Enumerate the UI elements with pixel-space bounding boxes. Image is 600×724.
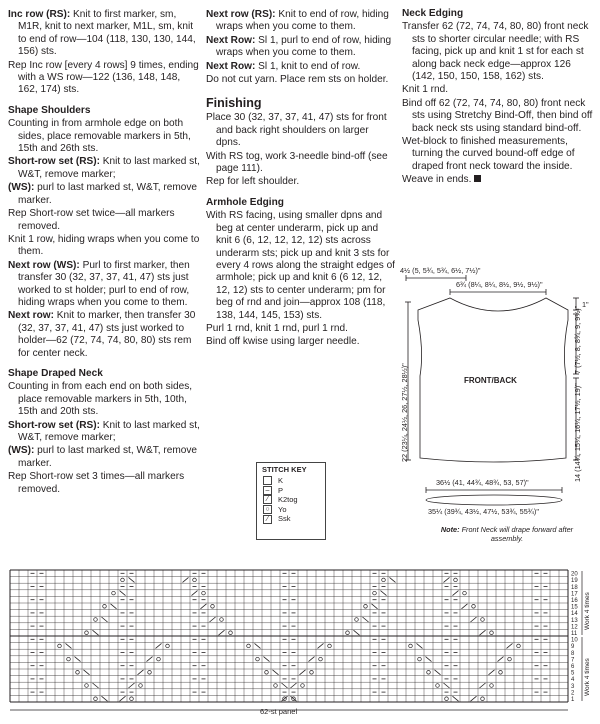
ssk-mark: [102, 696, 108, 701]
row-number: 13: [571, 617, 578, 624]
ssk-mark: [417, 643, 423, 648]
section-heading: Shape Draped Neck: [8, 367, 103, 379]
stitch-key-label: Yo: [278, 504, 287, 514]
stitch-symbol-icon: ⁄: [263, 495, 272, 504]
row-number: 19: [571, 578, 578, 585]
instruction-paragraph: Weave in ends.: [402, 174, 594, 186]
ssk-mark: [444, 683, 450, 688]
knitting-chart: [0, 564, 600, 724]
k2tog-mark: [129, 683, 135, 688]
k2tog-mark: [507, 643, 513, 648]
yo-mark: [157, 657, 161, 661]
yo-mark: [418, 657, 422, 661]
instruction-paragraph: Inc row (RS): Knit to first marker, sm, M1R, knit to next marker, M1L, sm, knit to end of row—104 (118, 130, 130, 144, 156) sts.: [8, 9, 196, 58]
ssk-mark: [84, 670, 90, 675]
stitch-symbol-icon: ⁄: [263, 515, 272, 524]
panel-label: 62-st panel: [260, 707, 298, 716]
yo-mark: [247, 644, 251, 648]
k2tog-mark: [219, 630, 225, 635]
row-number: 11: [571, 631, 578, 637]
section-heading: Neck Edging: [402, 8, 464, 19]
ssk-mark: [363, 617, 369, 622]
ssk-mark: [111, 604, 117, 609]
row-number: 10: [571, 637, 578, 644]
armhole-label: 7 (7½, 8, 8¾, 9, 9½)": [573, 305, 582, 374]
yo-mark: [85, 684, 89, 688]
yo-mark: [463, 591, 467, 595]
stitch-symbol-icon: ○: [263, 505, 272, 514]
column-1: [8, 8, 200, 496]
schematic: [398, 262, 596, 552]
section-heading: Finishing: [206, 96, 262, 111]
ssk-mark: [93, 683, 99, 688]
stitch-key-item: [257, 505, 325, 515]
k2tog-mark: [498, 657, 504, 662]
yo-mark: [67, 657, 71, 661]
k2tog-mark: [120, 696, 126, 701]
yo-mark: [481, 618, 485, 622]
ssk-mark: [264, 657, 270, 662]
yo-mark: [94, 618, 98, 622]
yo-mark: [382, 578, 386, 582]
row-number: 17: [571, 591, 578, 598]
instruction-paragraph: Bind off 62 (72, 74, 74, 80, 80) front neck sts using Stretchy Bind-Off, then bind off back neck sts using standard bind-off.: [402, 97, 593, 134]
ssk-mark: [426, 657, 432, 662]
instruction-paragraph: Short-row set (RS): Knit to last marked st, W&T, remove marker;: [8, 419, 200, 443]
yo-mark: [94, 697, 98, 701]
ssk-mark: [381, 591, 387, 596]
instruction-paragraph: (WS): purl to last marked st, W&T, remove marker.: [8, 182, 198, 206]
stitch-key-label: Ssk: [278, 514, 291, 524]
stitch-key-label: K: [278, 476, 284, 486]
instruction-paragraph: Short-row set (RS): Knit to last marked st, W&T, remove marker;: [8, 156, 200, 180]
repeat-label-bottom: Work 4 times: [584, 658, 591, 696]
yo-mark: [517, 644, 521, 648]
yo-mark: [166, 644, 170, 648]
k2tog-mark: [480, 683, 486, 688]
yo-mark: [346, 631, 350, 635]
instruction-paragraph: With RS tog, work 3-needle bind-off (see page 111).: [206, 150, 388, 175]
k2tog-mark: [156, 643, 162, 648]
yo-mark: [454, 578, 458, 582]
ssk-mark: [93, 630, 99, 635]
yo-mark: [85, 631, 89, 635]
instruction-paragraph: Next row (WS): Purl to first marker, then transfer 30 (32, 37, 37, 41, 47) sts just worked to st holder; purl to end of row, hiding wraps when you come to them.: [8, 259, 190, 308]
k2tog-mark: [462, 604, 468, 609]
instruction-paragraph: Counting in from armhole edge on both sides, place removable markers in 5th, 15th and 26th sts.: [8, 118, 191, 155]
right-top-label: 1": [582, 300, 589, 309]
stitch-key-item: [257, 495, 325, 505]
yo-mark: [256, 657, 260, 661]
instruction-paragraph: Knit 1 rnd.: [402, 84, 449, 96]
yo-mark: [193, 578, 197, 582]
stitch-key-item: [257, 486, 325, 496]
instruction-paragraph: Rep Short-row set twice—all markers removed.: [8, 208, 175, 232]
side-label: 14 (14¾, 15¼, 16¼, 17½, 19)": [573, 383, 582, 482]
ssk-mark: [255, 643, 261, 648]
instruction-paragraph: Counting in from each end on both sides, place removable markers in 5th, 10th, 15th and 20th sts.: [8, 381, 193, 418]
yo-mark: [499, 671, 503, 675]
k2tog-mark: [138, 670, 144, 675]
instruction-paragraph: Wet-block to finished measurements, turning the curved bound-off edge of draped front neck toward the inside.: [402, 136, 575, 172]
ssk-mark: [120, 591, 126, 596]
k2tog-mark: [489, 670, 495, 675]
row-number: 6: [571, 664, 575, 670]
yo-mark: [139, 684, 143, 688]
yo-mark: [490, 684, 494, 688]
instruction-paragraph: Place 30 (32, 37, 37, 41, 47) sts for front and back right shoulders on larger dpns.: [206, 112, 387, 149]
row-number: 2: [571, 690, 575, 697]
ssk-mark: [453, 696, 459, 701]
yo-mark: [355, 618, 359, 622]
row-number: 16: [571, 598, 578, 604]
k2tog-mark: [309, 657, 315, 662]
chart-grid: [0, 564, 600, 724]
row-number: 18: [571, 584, 578, 591]
k2tog-mark: [300, 670, 306, 675]
instruction-paragraph: Bind off kwise using larger needle.: [206, 336, 360, 348]
yo-mark: [445, 697, 449, 701]
ssk-mark: [102, 617, 108, 622]
stitch-symbol-icon: –: [263, 486, 272, 495]
instruction-paragraph: Next Row: Sl 1, purl to end of row, hiding wraps when you come to them.: [206, 34, 392, 59]
instruction-paragraph: Do not cut yarn. Place rem sts on holder.: [206, 74, 389, 86]
k2tog-mark: [210, 617, 216, 622]
yo-mark: [202, 591, 206, 595]
neck-width-label: 6¾ (8¼, 8¼, 8½, 9½, 9½)": [456, 280, 543, 289]
yo-mark: [364, 605, 368, 609]
end-square-icon: [474, 175, 481, 182]
instruction-paragraph: Transfer 62 (72, 74, 74, 80, 80) front neck sts to shorter circular needle; with RS facing, pick up and knit 1 st for each st along back neck edge—approx 126 (142, 150, 150, 158, 162) sts.: [402, 21, 589, 83]
yo-mark: [310, 671, 314, 675]
instruction-paragraph: Purl 1 rnd, knit 1 rnd, purl 1 rnd.: [206, 322, 348, 334]
bust-label: 36½ (41, 44¾, 48¾, 53, 57)": [436, 478, 529, 487]
yo-mark: [472, 605, 476, 609]
ssk-mark: [282, 683, 288, 688]
k2tog-mark: [291, 683, 297, 688]
yo-mark: [211, 605, 215, 609]
yo-mark: [112, 591, 116, 595]
row-number: 14: [571, 611, 578, 618]
ssk-mark: [354, 630, 360, 635]
yo-mark: [508, 657, 512, 661]
row-number: 5: [571, 670, 575, 677]
yo-mark: [328, 644, 332, 648]
yo-mark: [373, 591, 377, 595]
stitch-key-label: P: [278, 485, 284, 495]
yo-mark: [148, 671, 152, 675]
yo-mark: [301, 684, 305, 688]
yo-mark: [274, 684, 278, 688]
row-number: 4: [571, 677, 575, 684]
yo-mark: [409, 644, 413, 648]
k2tog-mark: [147, 657, 153, 662]
stitch-key: [256, 462, 326, 540]
yo-mark: [265, 671, 269, 675]
row-number: 15: [571, 604, 578, 611]
k2tog-mark: [192, 591, 198, 596]
yo-mark: [319, 657, 323, 661]
instruction-paragraph: Next Row: Sl 1, knit to end of row.: [206, 60, 361, 72]
ssk-mark: [273, 670, 279, 675]
column-2: [206, 8, 396, 349]
yo-mark: [220, 618, 224, 622]
ssk-mark: [372, 604, 378, 609]
instruction-paragraph: Rep Inc row [every 4 rows] 9 times, ending with a WS row—122 (136, 148, 148, 162, 174) sts.: [8, 59, 199, 96]
instruction-paragraph: Knit 1 row, hiding wraps when you come to them.: [8, 233, 200, 258]
row-number: 12: [571, 624, 578, 631]
yo-mark: [103, 605, 107, 609]
instruction-paragraph: Next row: Knit to marker, then transfer 30 (32, 37, 37, 41, 47) sts just worked to holder—62 (72, 74, 74, 80, 80) sts rem for center neck.: [8, 310, 196, 359]
yo-mark: [121, 578, 125, 582]
instruction-paragraph: Rep Short-row set 3 times—all markers removed.: [8, 471, 185, 495]
row-number: 20: [571, 571, 578, 578]
ssk-mark: [129, 577, 135, 582]
stitch-key-label: K2tog: [278, 495, 298, 505]
yo-mark: [427, 671, 431, 675]
stitch-key-item: [257, 476, 325, 486]
instruction-paragraph: (WS): purl to last marked st, W&T, remove marker.: [8, 445, 198, 469]
stitch-symbol-icon: [263, 476, 272, 485]
ssk-mark: [66, 643, 72, 648]
section-heading: Armhole Edging: [206, 196, 284, 208]
instruction-paragraph: With RS facing, using smaller dpns and beg at center underarm, pick up and knit 6 (6, 12, 12, 12, 12) sts across underarm sts; pick up and knit 3 sts for every 4 rows along the straight edges of armhole; pick up and knit 6 (6 12, 12, 12, 12) sts to center underarm; pm for beg of rnd and join—approx 108 (118, 138, 144, 145, 153) sts.: [206, 210, 395, 321]
total-length-label: 22 (23¼, 24½, 26, 27½, 28½)": [400, 363, 409, 462]
k2tog-mark: [318, 643, 324, 648]
k2tog-mark: [480, 630, 486, 635]
front-back-label: FRONT/BACK: [464, 376, 517, 385]
instruction-paragraph: Rep for left shoulder.: [206, 176, 300, 188]
ssk-mark: [435, 670, 441, 675]
row-number: 8: [571, 650, 575, 657]
hem-label: 35¼ (39¾, 43½, 47½, 53¾, 55¾)": [428, 507, 539, 516]
k2tog-mark: [183, 577, 189, 582]
k2tog-mark: [471, 617, 477, 622]
ssk-mark: [390, 577, 396, 582]
k2tog-mark: [471, 696, 477, 701]
yo-mark: [76, 671, 80, 675]
instruction-paragraph: Next row (RS): Knit to end of row, hiding wraps when you come to them.: [206, 9, 389, 33]
yo-mark: [229, 631, 233, 635]
k2tog-mark: [453, 591, 459, 596]
repeat-label-top: Work 4 times: [584, 592, 591, 630]
stitch-key-title: STITCH KEY: [262, 465, 307, 474]
ssk-mark: [75, 657, 81, 662]
column-3: [402, 8, 594, 187]
schematic-note: Note: Front Neck will drape forward after assembly.: [440, 525, 574, 543]
row-number: 3: [571, 683, 575, 690]
row-number: 1: [571, 697, 575, 703]
yo-mark: [436, 684, 440, 688]
k2tog-mark: [444, 577, 450, 582]
k2tog-mark: [201, 604, 207, 609]
row-number: 7: [571, 657, 575, 664]
yo-mark: [58, 644, 62, 648]
yo-mark: [130, 697, 134, 701]
top-width-label: 4½ (5, 5¾, 5¾, 6½, 7½)": [400, 266, 481, 275]
section-heading: Shape Shoulders: [8, 104, 91, 116]
row-number: 9: [571, 644, 575, 651]
stitch-key-item: [257, 514, 325, 524]
yo-mark: [490, 631, 494, 635]
yo-mark: [481, 697, 485, 701]
